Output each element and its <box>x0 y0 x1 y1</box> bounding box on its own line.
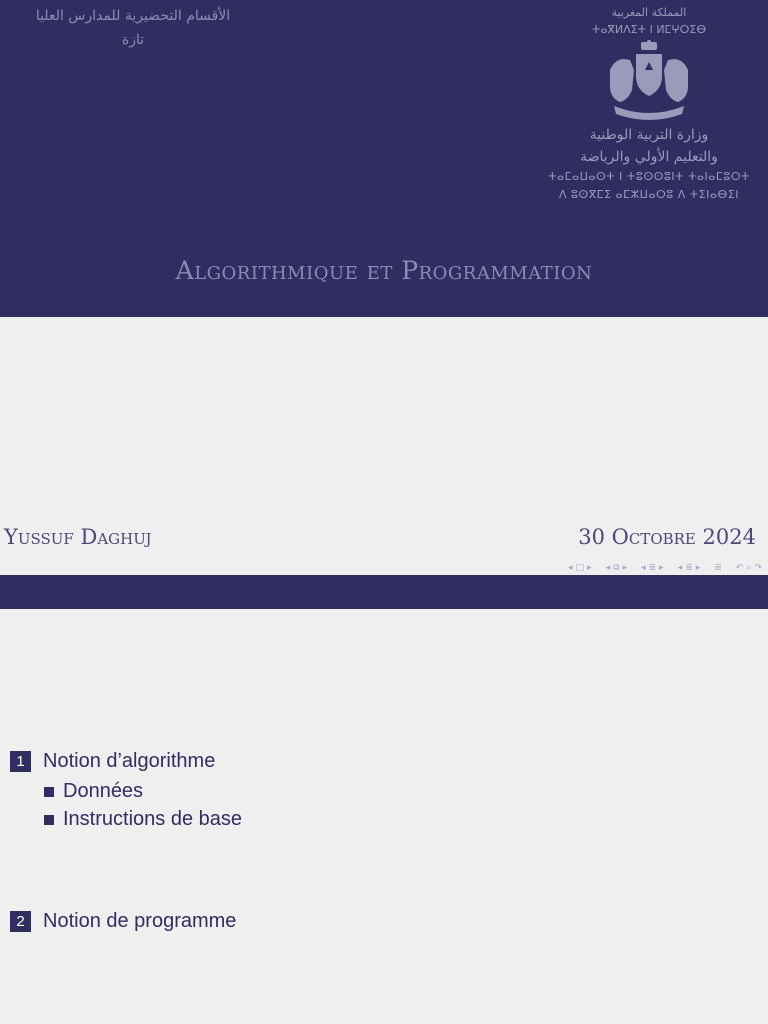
school-name-line2: تازة <box>121 32 145 48</box>
school-name-line1: الأقسام التحضيرية للمدارس العليا <box>35 8 231 24</box>
redo-icon[interactable]: ↷ <box>754 563 762 573</box>
slide-icon: □ <box>575 563 585 573</box>
bullet-square-icon <box>44 815 54 825</box>
ministry-logo <box>544 4 754 204</box>
nav-next-section-icon[interactable]: ▸ <box>695 563 701 573</box>
section-title: Notion d’algorithme <box>43 750 216 772</box>
title-slide-header <box>0 0 768 317</box>
section-title: Notion de programme <box>43 910 237 932</box>
nav-next-subsection-icon[interactable]: ▸ <box>659 563 664 573</box>
ministry-name-tifinagh-1: ⵜⴰⵎⴰⵡⴰⵙⵜ ⵏ ⵜⵓⵙⵙⵓⵏⵜ ⵜⴰⵏⴰⵎⵓⵔⵜ <box>548 170 750 183</box>
section-number: 2 <box>10 911 31 932</box>
toc-section-2[interactable] <box>10 910 236 933</box>
search-icon[interactable]: ⌕ <box>746 563 752 573</box>
section-number: 1 <box>10 751 31 772</box>
frame-icon: ⧉ <box>613 563 620 573</box>
section-icon: ≣ <box>685 563 693 573</box>
kingdom-tifinagh: ⵜⴰⴳⵍⴷⵉⵜ ⵏ ⵍⵎⵖⵔⵉⴱ <box>591 23 707 36</box>
nav-prev-subsection-icon[interactable]: ◂ <box>641 563 646 573</box>
toc-subsection-1-2[interactable] <box>44 808 242 831</box>
undo-icon[interactable]: ↶ <box>735 563 744 573</box>
outline-slide-header <box>0 575 768 609</box>
beamer-navigation-bar <box>568 561 762 575</box>
presentation-title: Algorithmique et Programmation <box>175 256 593 285</box>
bullet-square-icon <box>44 787 54 797</box>
nav-prev-frame-icon[interactable]: ◂ <box>605 563 611 573</box>
ministry-name-arabic-1: وزارة التربية الوطنية <box>589 127 709 143</box>
nav-prev-section-icon[interactable]: ◂ <box>677 563 683 573</box>
subsection-title: Données <box>63 780 144 802</box>
toc-section-1[interactable] <box>10 750 215 773</box>
nav-prev-slide-icon[interactable]: ◂ <box>568 563 573 573</box>
nav-subsection-group[interactable] <box>641 563 664 573</box>
nav-next-frame-icon[interactable]: ▸ <box>622 563 628 573</box>
nav-frame-group[interactable] <box>606 563 628 573</box>
nav-search-group[interactable] <box>736 563 762 573</box>
subsection-icon: ≣ <box>648 563 657 573</box>
ministry-name-arabic-2: والتعليم الأولي والرياضة <box>580 149 718 165</box>
subsection-title: Instructions de base <box>63 808 242 830</box>
nav-section-group[interactable] <box>678 563 701 573</box>
presentation-date: 30 Octobre 2024 <box>578 525 756 549</box>
royal-emblem-icon <box>604 40 694 120</box>
toc-subsection-1-1[interactable] <box>44 780 143 803</box>
school-name <box>18 4 248 52</box>
nav-next-slide-icon[interactable]: ▸ <box>587 563 592 573</box>
nav-slide-group[interactable] <box>568 563 592 573</box>
kingdom-arabic: المملكة المغربية <box>611 6 687 19</box>
document-icon[interactable]: ≣ <box>714 563 722 573</box>
ministry-name-tifinagh-2: ⴷ ⵓⵙⴳⵎⵉ ⴰⵎⵣⵡⴰⵔⵓ ⴷ ⵜⵉⵏⴰⴱⵉⵏ <box>559 188 739 201</box>
author-name: Yussuf Daghuj <box>4 525 152 549</box>
